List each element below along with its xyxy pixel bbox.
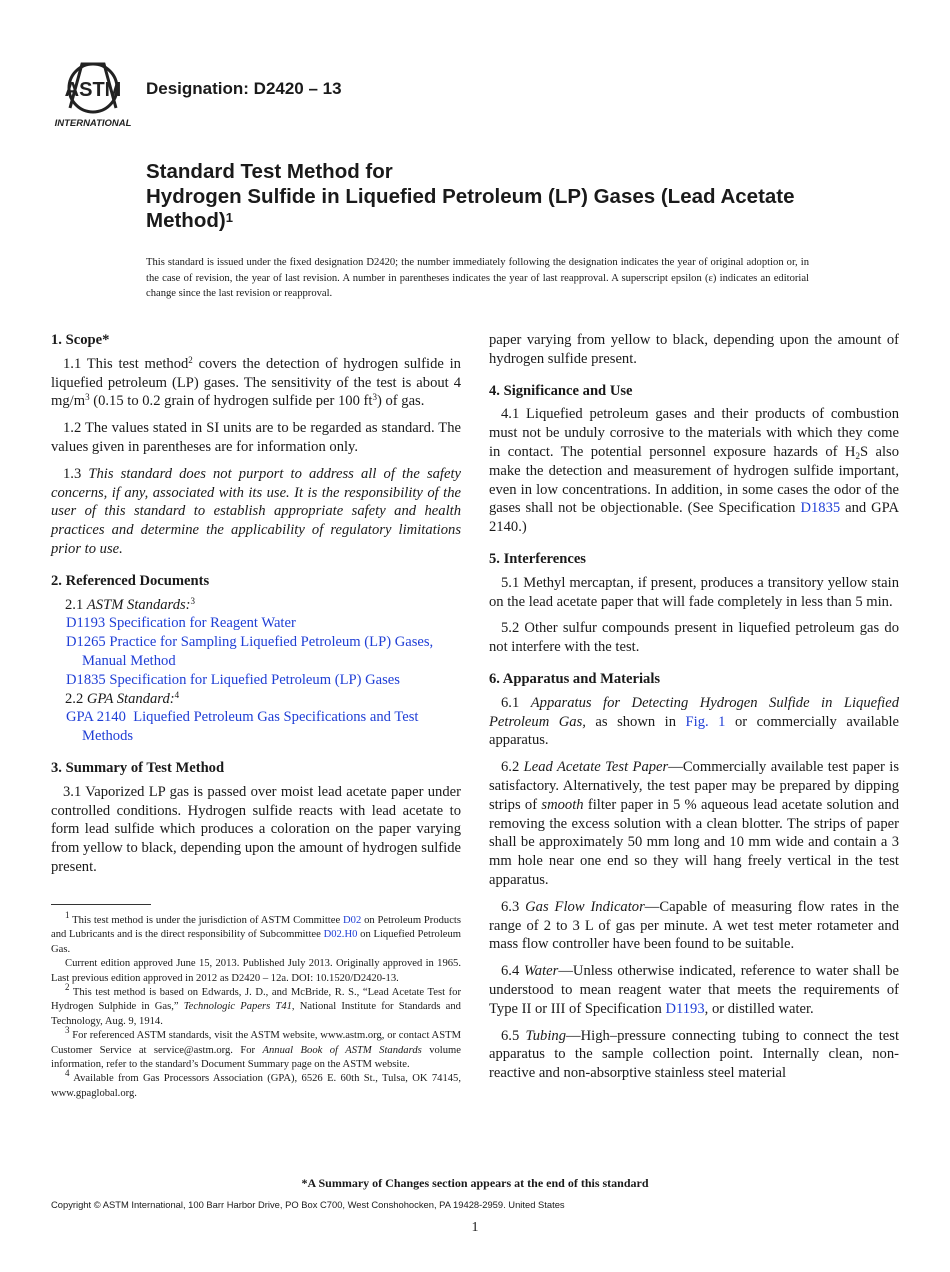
footnote-4: $^4$ Available from Gas Processors Association (GPA), 6526 E. 60th St., Tulsa, OK 74145, www.gpaglobal.org. [51,1068,461,1099]
title-line-1: Standard Test Method for [146,160,393,183]
ref-code-link[interactable]: D1265 [66,634,106,651]
paragraph-6-1: 6.1 Apparatus for Detecting Hydrogen Sulfide in Liquefied Petroleum Gas, as shown in Fig. 1 or commercially available apparatus. [489,694,900,749]
section-heading-significance: 4. Significance and Use [489,382,633,399]
paragraph-3-1: 3.1 Vaporized LP gas is passed over moist lead acetate paper under controlled conditions. Hydrogen sulfide reacts with lead acetate to form lead sulfide which produces a coloration on the paper varying from yellow to black, depending upon the amount of hydrogen sulfide present. [51,783,461,875]
link-d02[interactable]: D02 [343,915,362,926]
left-column [51,331,461,875]
ref-d1193[interactable]: D1193 Specification for Reagent Water [66,615,296,632]
title-line-2: Hydrogen Sulfide in Liquefied Petroleum (LP) Gases (Lead Acetate Method)$^1$ [146,184,795,232]
issue-statement: This standard is issued under the fixed designation D2420; the number immediately following the designation indicates the year of original adoption or, in the case of revision, the year of last revision. A number in parentheses indicates the year of last reapproval. A superscript epsilon (ε) indicates an editorial change since the last revision or reapproval. [146,257,809,299]
astm-standards-label: 2.1 ASTM Standards:$^3$ [65,595,196,613]
ref-d1265[interactable]: D1265 Practice for Sampling Liquefied Petroleum (LP) Gases, Manual Method [66,634,434,669]
section-heading-referenced: 2. Referenced Documents [51,572,210,589]
paragraph-1-1: 1.1 This test method$^2$ covers the detection of hydrogen sulfide in liquefied petroleum (LP) gases. The sensitivity of the test is about 4 $mg/m^3$ (0.15 to 0.2 grain of hydrogen sulfide per 100 $ft^3$) of gas. [51,354,461,410]
document-title [146,160,846,234]
paragraph-5-1: 5.1 Methyl mercaptan, if present, produces a transitory yellow stain on the lead acetate paper that will fade completely in less than 5 min. [489,574,899,610]
paragraph-6-5: 6.5 Tubing—High–pressure connecting tubing to connect the test apparatus to the sample collection point. Internally clean, non-reactive and non-absorptive stainless steel material [489,1027,899,1082]
ref-gpa-2140[interactable]: GPA 2140 Liquefied Petroleum Gas Specifications and Test Methods [66,709,419,745]
link-d02-h0[interactable]: D02.H0 [323,929,358,941]
footnotes [51,910,462,1101]
footnote-1: $^1$ This test method is under the jurisdiction of ASTM Committee D02 on Petroleum Products and Lubricants and is the direct responsibility of Subcommittee D02.H0 on Liquefied Petroleum Gas. [51,910,462,955]
svg-text:INTERNATIONAL: INTERNATIONAL [54,118,132,129]
footnote-1-edition: Current edition approved June 15, 2013. Published July 2013. Originally approved in 1965. Last previous edition approved in 2012 as D2420 – 12a. DOI: 10.1520/D2420-13. [51,958,461,984]
link-d1193[interactable]: D1193 [665,1000,705,1017]
link-d1835[interactable]: D1835 [800,500,841,517]
paragraph-1-3: 1.3 This standard does not purport to address all of the safety concerns, if any, associated with its use. It is the responsibility of the user of this standard to establish appropriate safety and health practices and determine the applicability of regulatory limitations prior to use. [51,465,461,557]
astm-logo-graphic [50,56,136,134]
title-footnote-mark: 1 [225,210,233,225]
paragraph-6-4: 6.4 Water—Unless otherwise indicated, reference to water shall be understood to mean reagent water that meets the requirements of Type II or III of Specification D1193, or distilled water. [489,963,900,1017]
paragraph-3-1-continued: paper varying from yellow to black, depending upon the amount of hydrogen sulfide present. [489,332,899,367]
astm-logo [50,56,136,134]
ref-d1835[interactable]: D1835 Specification for Liquefied Petroleum (LP) Gases [66,671,400,688]
paragraph-6-2: 6.2 Lead Acetate Test Paper—Commercially available test paper is satisfactory. Alternatively, the test paper may be prepared by dipping strips of smooth filter paper in 5 % aqueous lead acetate solution and removing the excess solution with a clean blotter. The strips of paper shall be approximately 50 mm long and 10 mm wide and contain a 3 mm hole near one end so they will hang freely vertical in the test apparatus. [489,759,900,888]
paragraph-4-1: 4.1 Liquefied petroleum gases and their products of combustion must not be unduly corrosive to the materials with which they come in contact. The potential personnel exposure hazards of $H_2S$ also make the detection and measurement of hydrogen sulfide important, even in low concentrations. In addition, in some cases the odor of the gases shall not be objectionable. (See Specification D1835 and GPA 2140.) [489,406,899,536]
footnote-2: $^2$ This test method is based on Edwards, J. D., and McBride, R. S., “Lead Acetate Test for Hydrogen Sulphide in Gas,” Technologic Papers T41, National Institute for Standards and Technology, Aug. 9, 1914. [51,982,461,1027]
page-number: 1 [471,1220,479,1235]
summary-of-changes-note: *A Summary of Changes section appears at the end of this standard [301,1176,649,1190]
section-heading-scope: 1. Scope* [51,332,110,348]
right-column [489,331,899,1083]
paragraph-6-3: 6.3 Gas Flow Indicator—Capable of measuring flow rates in the range of 2 to 3 L of gas per minute. A wet test meter rotameter and mass flow controller have been found to be suitable. [489,898,899,953]
section-heading-summary: 3. Summary of Test Method [51,759,225,776]
copyright-line: Copyright © ASTM International, 100 Barr Harbor Drive, PO Box C700, West Conshohocken, PA 19428-2959. United States [51,1199,565,1210]
ref-code-link[interactable]: D1193 [66,615,106,632]
section-heading-apparatus: 6. Apparatus and Materials [489,670,661,687]
section-heading-interferences: 5. Interferences [489,550,586,567]
paragraph-1-2: 1.2 The values stated in SI units are to be regarded as standard. The values given in parentheses are for information only. [51,420,461,455]
paragraph-5-2: 5.2 Other sulfur compounds present in liquefied petroleum gas do not interfere with the test. [489,620,899,656]
link-fig-1[interactable]: Fig. 1 [685,713,726,730]
gpa-standard-label: 2.2 GPA Standard:$^4$ [65,689,180,707]
footnote-3: $^3$ For referenced ASTM standards, visit the ASTM website, www.astm.org, or contact ASTM Customer Service at service@astm.org. For Annual Book of ASTM Standards volume information, refer to the standard’s Document Summary page on the ASTM website. [51,1025,461,1071]
svg-text:ASTM: ASTM [64,79,122,101]
footnote-divider [51,904,151,905]
designation: Designation: D2420 – 13 [146,79,342,98]
ref-code-link[interactable]: D1835 [66,671,106,688]
ref-code-link[interactable]: GPA 2140 [66,709,126,726]
